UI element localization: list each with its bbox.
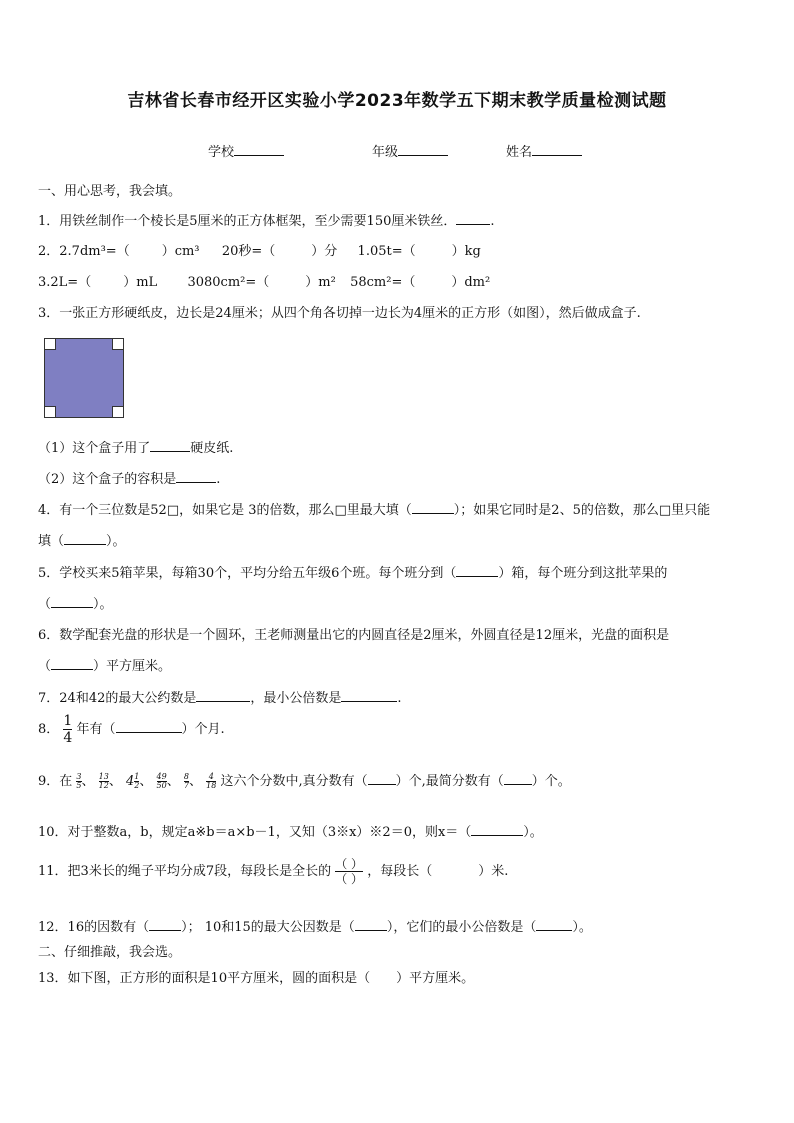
question-6-cont: （ ）平方厘米。 xyxy=(38,659,172,674)
corner-square xyxy=(112,338,124,350)
question-3-part-1: （1）这个盒子用了 硬皮纸. xyxy=(38,441,234,456)
grade-field: 年级 xyxy=(372,141,448,160)
section-2-heading: 二、仔细推敲，我会选。 xyxy=(38,945,182,960)
question-7: 7．24和42的最大公约数是 ，最小公倍数是 . xyxy=(38,691,402,706)
fraction: $\frac{13}{12}$ xyxy=(98,772,109,790)
question-12: 12．16的因数有（ ）； 10和15的最大公因数是（ ），它们的最小公倍数是（ ）。 xyxy=(38,920,592,935)
question-4-cont: 填（ ）。 xyxy=(38,534,126,549)
question-9: 9．在 $\frac{3}{5}$ 、 $\frac{13}{12}$ 、 4 $\frac{1}{2}$ 、 $\frac{49}{50}$ 、 $\frac{8}{7}$ 、 $\frac{4}{18}$ 这六个分数中,真分数有（ ）个,最简分数有（ ）个。 xyxy=(38,772,571,790)
fraction: $\frac{3}{5}$ xyxy=(76,772,82,790)
question-2-row-1: 2．2.7dm³=（ ）cm³ 20秒=（ ）分 1.05t=（ ）kg xyxy=(38,244,481,259)
corner-square xyxy=(112,406,124,418)
question-3: 3．一张正方形硬纸皮，边长是24厘米；从四个角各切掉一边长为4厘米的正方形（如图），然后做成盒子. xyxy=(38,306,641,321)
name-field: 姓名 xyxy=(506,141,582,160)
question-4: 4．有一个三位数是52□，如果它是 3的倍数，那么□里最大填（ ）；如果它同时是2、5的倍数，那么□里只能 xyxy=(38,503,711,518)
question-6: 6．数学配套光盘的形状是一个圆环，王老师测量出它的内圆直径是2厘米，外圆直径是12厘米，光盘的面积是 xyxy=(38,628,670,643)
question-11: 11．把3米长的绳子平均分成7段，每段长是全长的 $\frac{( )}{( )}$ ，每段长（ ）米. xyxy=(38,857,509,886)
question-10: 10．对于整数a，b，规定a※b＝a×b－1，又知（3※x）※2＝0，则x＝（ ）。 xyxy=(38,825,543,840)
section-1-heading: 一、用心思考，我会填。 xyxy=(38,184,182,199)
question-8: 8． $\frac{1}{4}$ 年有（ ）个月. xyxy=(38,713,225,746)
corner-square xyxy=(44,338,56,350)
fraction: $\frac{8}{7}$ xyxy=(183,772,189,790)
question-13: 13．如下图，正方形的面积是10平方厘米，圆的面积是（ ）平方厘米。 xyxy=(38,971,475,986)
school-field: 学校 xyxy=(208,141,284,160)
fraction-quarter: $\frac{1}{4}$ xyxy=(63,713,73,746)
question-1: 1．用铁丝制作一个棱长是5厘米的正方体框架，至少需要150厘米铁丝． . xyxy=(38,214,495,229)
fraction-blank: $\frac{( )}{( )}$ xyxy=(335,857,364,886)
fraction: $\frac{49}{50}$ xyxy=(156,772,167,790)
question-2-row-2: 3.2L=（ ）mL 3080cm²=（ ）m² 58cm²=（ ）dm² xyxy=(38,275,491,290)
question-5: 5．学校买来5箱苹果，每箱30个，平均分给五年级6个班。每个班分到（ ）箱，每个班分到这批苹果的 xyxy=(38,566,668,581)
question-5-cont: （ ）。 xyxy=(38,597,113,612)
page-title: 吉林省长春市经开区实验小学2023年数学五下期末教学质量检测试题 xyxy=(127,91,667,111)
corner-square xyxy=(44,406,56,418)
question-3-part-2: （2）这个盒子的容积是 . xyxy=(38,472,221,487)
fraction: $\frac{1}{2}$ xyxy=(134,772,140,790)
cardboard-square-figure xyxy=(44,338,124,418)
fraction: $\frac{4}{18}$ xyxy=(206,772,217,790)
